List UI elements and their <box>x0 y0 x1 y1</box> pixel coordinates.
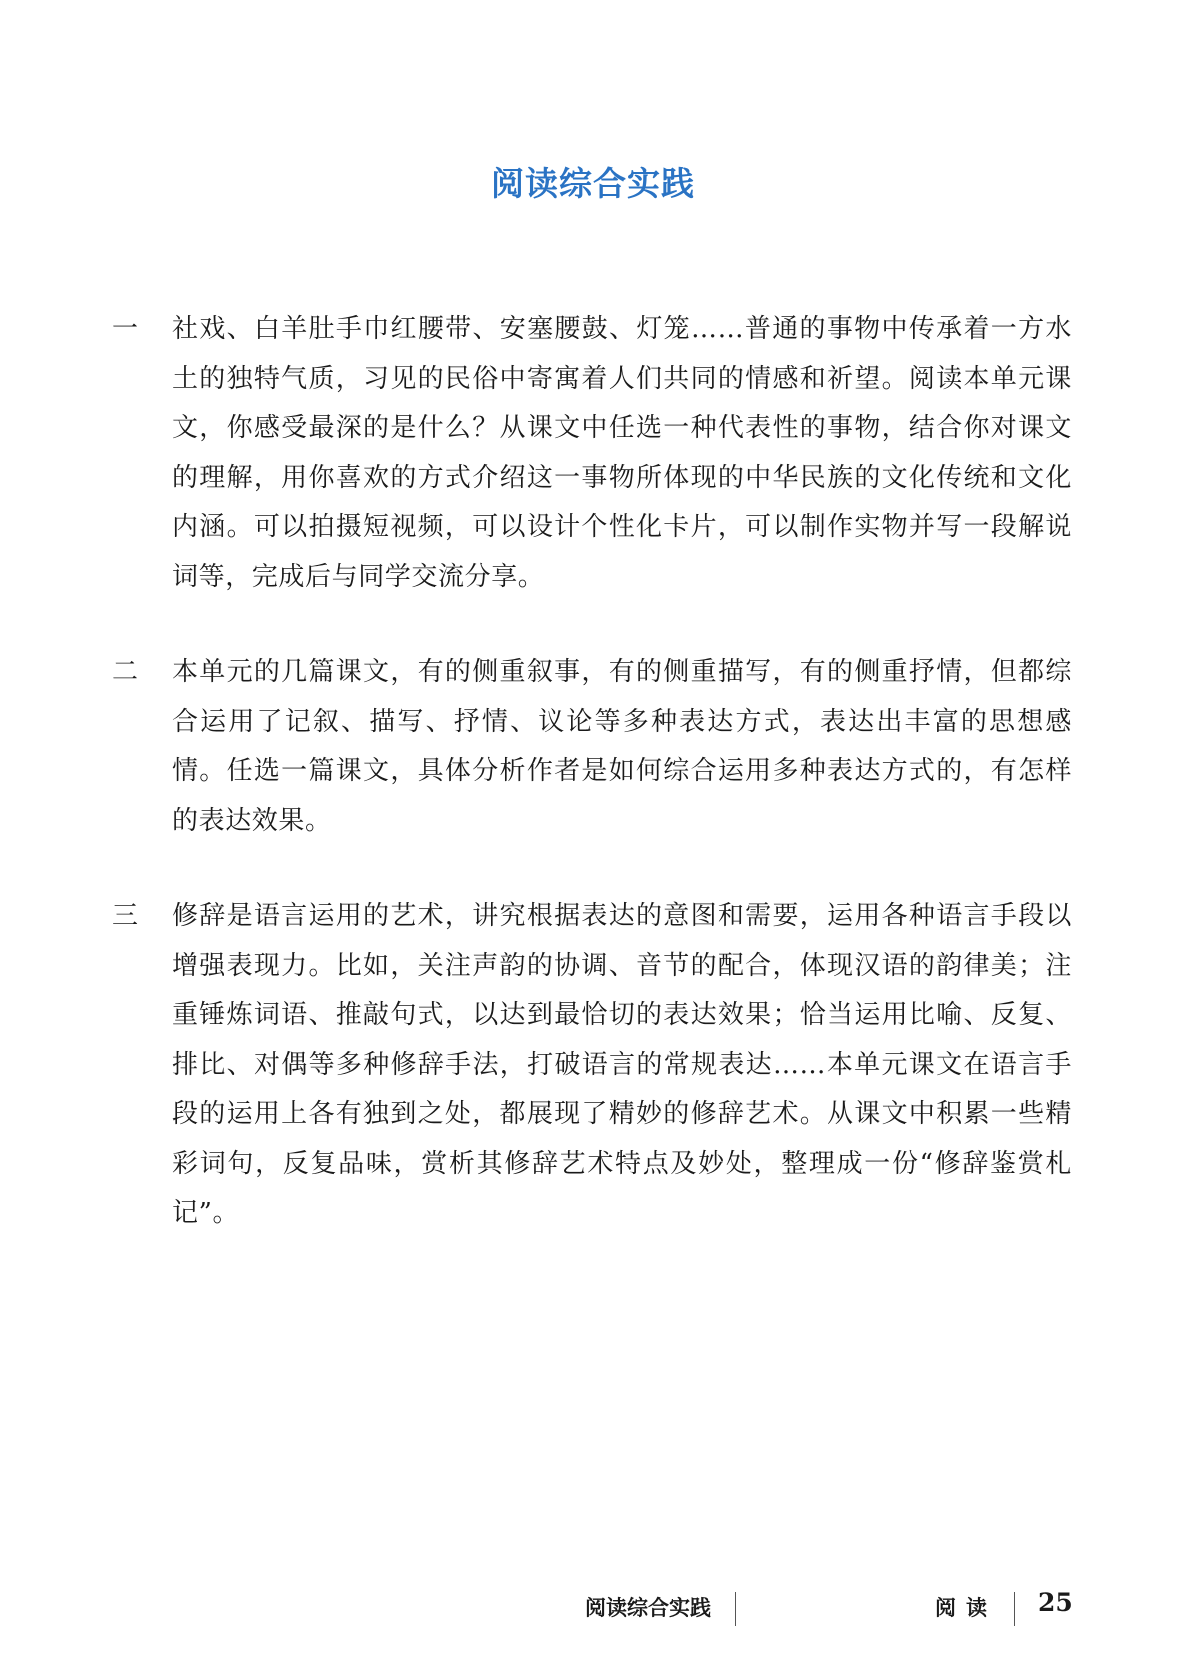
item-text: 修辞是语言运用的艺术，讲究根据表达的意图和需要，运用各种语言手段以增强表现力。比如，关注声韵的协调、音节的配合，体现汉语的韵律美；注重锤炼词语、推敲句式，以达到最恰切的表达效果；恰当运用比喻、反复、排比、对偶等多种修辞手法，打破语言的常规表达……本单元课文在语言手段的运用上各有独到之处，都展现了精妙的修辞艺术。从课文中积累一些精彩词句，反复品味，赏析其修辞艺术特点及妙处，整理成一份“修辞鉴赏札记”。 <box>172 901 1072 1228</box>
item-marker: 二 <box>112 657 139 687</box>
page-footer <box>0 1588 1186 1628</box>
page-number: 25 <box>1038 1588 1073 1617</box>
page-title: 阅读综合实践 <box>491 164 695 203</box>
exercise-item-1 <box>112 305 1072 602</box>
item-text: 社戏、白羊肚手巾红腰带、安塞腰鼓、灯笼……普通的事物中传承着一方水土的独特气质，习见的民俗中寄寓着人们共同的情感和祈望。阅读本单元课文，你感受最深的是什么？从课文中任选一种代表性的事物，结合你对课文的理解，用你喜欢的方式介绍这一事物所体现的中华民族的文化传统和文化内涵。可以拍摄短视频，可以设计个性化卡片，可以制作实物并写一段解说词等，完成后与同学交流分享。 <box>172 314 1072 592</box>
footer-divider <box>1014 1592 1015 1626</box>
footer-divider <box>735 1592 736 1626</box>
footer-section-title: 阅读综合实践 <box>585 1595 711 1620</box>
item-marker: 一 <box>112 314 139 344</box>
item-text: 本单元的几篇课文，有的侧重叙事，有的侧重描写，有的侧重抒情，但都综合运用了记叙、描写、抒情、议论等多种表达方式，表达出丰富的思想感情。任选一篇课文，具体分析作者是如何综合运用多种表达方式的，有怎样的表达效果。 <box>172 657 1072 836</box>
exercise-item-2 <box>112 648 1072 846</box>
exercise-item-3 <box>112 892 1072 1239</box>
footer-unit-label: 阅读 <box>935 1595 997 1620</box>
item-marker: 三 <box>112 901 139 931</box>
